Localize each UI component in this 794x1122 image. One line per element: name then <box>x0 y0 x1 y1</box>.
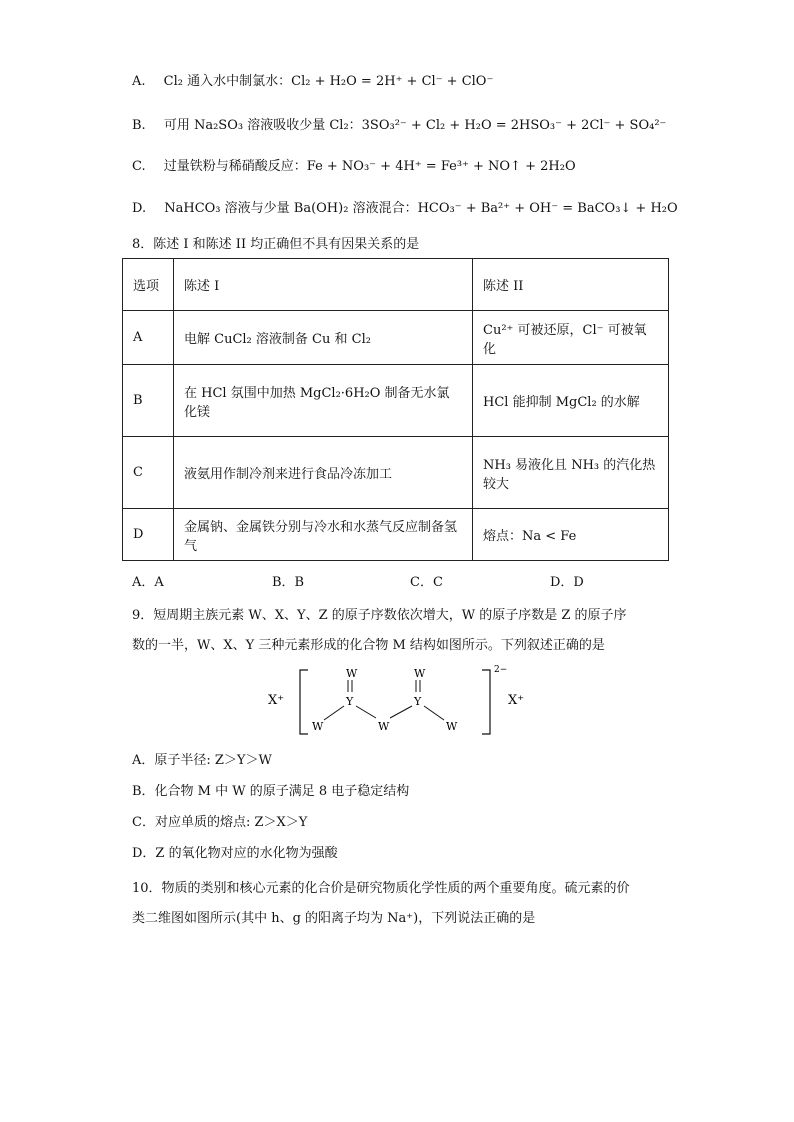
option-text: 可用 Na₂SO₃ 溶液吸收少量 Cl₂：3SO₃²⁻ + Cl₂ + H₂O = 2HSO₃⁻ + 2Cl⁻ + SO₄²⁻ <box>163 118 667 133</box>
cation-left: X⁺ <box>268 693 285 708</box>
row-statement-2: HCl 能抑制 MgCl₂ 的水解 <box>473 365 669 437</box>
q9-option-b: B．化合物 M 中 W 的原子满足 8 电子稳定结构 <box>132 784 410 799</box>
option-text: NaHCO₃ 溶液与少量 Ba(OH)₂ 溶液混合：HCO₃⁻ + Ba²⁺ + OH⁻ = BaCO₃↓ + H₂O <box>164 201 678 216</box>
row-statement-2: Cu²⁺ 可被还原，Cl⁻ 可被氧化 <box>473 311 669 365</box>
compound-m-structure <box>260 662 540 742</box>
atom-y-left: Y <box>346 695 354 708</box>
q7-option-d <box>132 197 678 216</box>
q9-option-c: C．对应单质的熔点: Z＞X＞Y <box>132 815 308 830</box>
bond-y-w-outer-right <box>424 706 444 720</box>
table-row <box>123 509 669 561</box>
atom-w-bottom-right: W <box>446 720 458 733</box>
table-header-row <box>123 259 669 311</box>
q8-option-b: B．B <box>272 575 305 590</box>
row-option: C <box>123 437 174 509</box>
row-option: D <box>123 509 174 561</box>
q9-option-a: A．原子半径: Z＞Y＞W <box>132 753 272 768</box>
bond-y-w-outer-left <box>324 706 344 720</box>
header-option: 选项 <box>123 259 174 311</box>
bond-y-w-bridge-left <box>356 706 376 718</box>
q8-stem: 8．陈述 I 和陈述 II 均正确但不具有因果关系的是 <box>132 237 420 252</box>
q9-stem-line-1: 9．短周期主族元素 W、X、Y、Z 的原子序数依次增大，W 的原子序数是 Z 的原子序 <box>132 608 627 623</box>
table-row <box>123 437 669 509</box>
atom-w-top-left: W <box>346 667 358 680</box>
anion-charge: 2− <box>494 665 508 675</box>
row-statement-1: 液氨用作制冷剂来进行食品冷冻加工 <box>174 437 473 509</box>
option-text: Cl₂ 通入水中制氯水：Cl₂ + H₂O = 2H⁺ + Cl⁻ + ClO⁻ <box>163 74 494 89</box>
q7-option-a <box>132 70 493 89</box>
row-statement-1: 金属钠、金属铁分别与冷水和水蒸气反应制备氢气 <box>174 509 473 561</box>
q8-table <box>122 258 669 561</box>
atom-w-bottom-left: W <box>312 720 324 733</box>
option-label: A. <box>132 74 146 89</box>
bracket-left <box>300 670 308 734</box>
atom-w-bridge: W <box>378 720 390 733</box>
q10-stem-line-1: 10．物质的类别和核心元素的化合价是研究物质化学性质的两个重要角度。硫元素的价 <box>132 881 630 896</box>
bond-w-y-bridge-right <box>390 706 412 718</box>
q10-stem-line-2: 类二维图如图所示(其中 h、g 的阳离子均为 Na⁺)，下列说法正确的是 <box>132 911 536 926</box>
cation-right: X⁺ <box>508 693 525 708</box>
row-option: B <box>123 365 174 437</box>
table-row <box>123 311 669 365</box>
row-option: A <box>123 311 174 365</box>
table-row <box>123 365 669 437</box>
q8-option-d: D．D <box>550 575 584 590</box>
option-label: D. <box>132 201 147 216</box>
row-statement-2: NH₃ 易液化且 NH₃ 的汽化热较大 <box>473 437 669 509</box>
atom-w-top-right: W <box>414 667 426 680</box>
option-label: B. <box>132 118 146 133</box>
q7-option-c <box>132 155 576 174</box>
row-statement-1: 在 HCl 氛围中加热 MgCl₂·6H₂O 制备无水氯化镁 <box>174 365 473 437</box>
bracket-right <box>482 670 490 734</box>
row-statement-2: 熔点：Na < Fe <box>473 509 669 561</box>
option-label: C. <box>132 159 146 174</box>
q7-option-b <box>132 114 666 133</box>
q8-option-c: C．C <box>410 575 443 590</box>
option-text: 过量铁粉与稀硝酸反应：Fe + NO₃⁻ + 4H⁺ = Fe³⁺ + NO↑ + 2H₂O <box>163 159 576 174</box>
q8-option-a: A．A <box>132 575 164 590</box>
atom-y-right: Y <box>414 695 422 708</box>
header-statement-1: 陈述 I <box>174 259 473 311</box>
q9-stem-line-2: 数的一半，W、X、Y 三种元素形成的化合物 M 结构如图所示。下列叙述正确的是 <box>132 638 605 653</box>
row-statement-1: 电解 CuCl₂ 溶液制备 Cu 和 Cl₂ <box>174 311 473 365</box>
q9-option-d: D．Z 的氧化物对应的水化物为强酸 <box>132 846 338 861</box>
header-statement-2: 陈述 II <box>473 259 669 311</box>
